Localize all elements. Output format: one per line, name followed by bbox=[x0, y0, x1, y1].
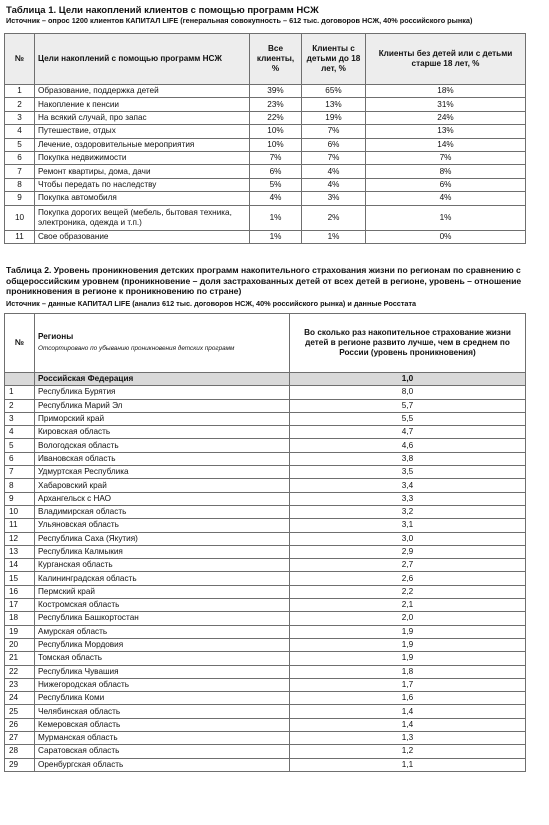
goal-all: 5% bbox=[250, 178, 302, 191]
goal-text: Покупка дорогих вещей (мебель, бытовая техника, электроника, одежда и т.п.) bbox=[35, 205, 250, 230]
goal-with-kids: 4% bbox=[302, 165, 366, 178]
table-row bbox=[5, 559, 526, 572]
table-row bbox=[5, 519, 526, 532]
goal-with-kids: 7% bbox=[302, 125, 366, 138]
region-num: 4 bbox=[5, 426, 35, 439]
region-level: 5,7 bbox=[290, 399, 526, 412]
table-row bbox=[5, 718, 526, 731]
region-level: 2,1 bbox=[290, 599, 526, 612]
region-name: Республика Мордовия bbox=[35, 638, 290, 651]
region-num: 29 bbox=[5, 758, 35, 771]
goal-num: 3 bbox=[5, 111, 35, 124]
table-row bbox=[5, 678, 526, 691]
goal-without-kids: 6% bbox=[366, 178, 526, 191]
region-num: 2 bbox=[5, 399, 35, 412]
goal-all: 10% bbox=[250, 125, 302, 138]
table-row bbox=[5, 705, 526, 718]
region-name: Курганская область bbox=[35, 559, 290, 572]
table-row bbox=[5, 111, 526, 124]
table-row bbox=[5, 758, 526, 771]
russia-level: 1,0 bbox=[290, 373, 526, 386]
russia-row bbox=[5, 373, 526, 386]
region-num: 24 bbox=[5, 692, 35, 705]
region-num: 20 bbox=[5, 638, 35, 651]
goal-all: 4% bbox=[250, 192, 302, 205]
goal-without-kids: 7% bbox=[366, 151, 526, 164]
table-row bbox=[5, 192, 526, 205]
region-num: 11 bbox=[5, 519, 35, 532]
table2-header-level: Во сколько раз накопительное страхование жизни детей в регионе развито лучше, чем в среднем по России (уровень проникновения) bbox=[290, 314, 526, 373]
table-row bbox=[5, 479, 526, 492]
table-row bbox=[5, 426, 526, 439]
goal-all: 1% bbox=[250, 205, 302, 230]
region-level: 2,0 bbox=[290, 612, 526, 625]
region-num: 7 bbox=[5, 466, 35, 479]
region-level: 1,9 bbox=[290, 638, 526, 651]
goal-text: Покупка автомобиля bbox=[35, 192, 250, 205]
table-row bbox=[5, 125, 526, 138]
goal-text: Ремонт квартиры, дома, дачи bbox=[35, 165, 250, 178]
region-num: 3 bbox=[5, 412, 35, 425]
goal-all: 10% bbox=[250, 138, 302, 151]
goal-text: Чтобы передать по наследству bbox=[35, 178, 250, 191]
goal-text: Образование, поддержка детей bbox=[35, 85, 250, 98]
table-row bbox=[5, 230, 526, 243]
region-level: 1,4 bbox=[290, 718, 526, 731]
region-name: Оренбургская область bbox=[35, 758, 290, 771]
region-name: Удмуртская Республика bbox=[35, 466, 290, 479]
region-num: 25 bbox=[5, 705, 35, 718]
region-level: 1,9 bbox=[290, 625, 526, 638]
region-level: 2,2 bbox=[290, 585, 526, 598]
region-num: 8 bbox=[5, 479, 35, 492]
region-num: 10 bbox=[5, 505, 35, 518]
table1-header-row bbox=[5, 34, 526, 85]
region-name: Амурская область bbox=[35, 625, 290, 638]
region-level: 3,8 bbox=[290, 452, 526, 465]
region-level: 5,5 bbox=[290, 412, 526, 425]
table-row bbox=[5, 85, 526, 98]
table-row bbox=[5, 178, 526, 191]
table-row bbox=[5, 386, 526, 399]
goal-all: 22% bbox=[250, 111, 302, 124]
region-name: Челябинская область bbox=[35, 705, 290, 718]
region-level: 4,7 bbox=[290, 426, 526, 439]
region-num: 26 bbox=[5, 718, 35, 731]
region-name: Приморский край bbox=[35, 412, 290, 425]
region-num: 15 bbox=[5, 572, 35, 585]
region-name: Республика Башкортостан bbox=[35, 612, 290, 625]
region-level: 1,3 bbox=[290, 732, 526, 745]
region-level: 1,9 bbox=[290, 652, 526, 665]
table2-source: Источник – данные КАПИТАЛ LIFE (анализ 612 тыс. договоров НСЖ, 40% российского рынка) и данные Росстата bbox=[6, 298, 417, 308]
region-num: 27 bbox=[5, 732, 35, 745]
goal-without-kids: 24% bbox=[366, 111, 526, 124]
goal-all: 1% bbox=[250, 230, 302, 243]
table-row bbox=[5, 399, 526, 412]
table-row bbox=[5, 612, 526, 625]
region-level: 3,5 bbox=[290, 466, 526, 479]
goal-num: 6 bbox=[5, 151, 35, 164]
table1-header-all: Все клиенты, % bbox=[250, 34, 302, 85]
goal-with-kids: 3% bbox=[302, 192, 366, 205]
table2-header-region bbox=[35, 314, 290, 373]
table-row bbox=[5, 545, 526, 558]
region-level: 3,2 bbox=[290, 505, 526, 518]
table1-title: Таблица 1. Цели накоплений клиентов с помощью программ НСЖ bbox=[6, 5, 319, 16]
goals-table bbox=[4, 33, 526, 244]
table-row bbox=[5, 638, 526, 651]
region-num: 28 bbox=[5, 745, 35, 758]
table1-header-with-kids: Клиенты с детьми до 18 лет, % bbox=[302, 34, 366, 85]
table-row bbox=[5, 98, 526, 111]
goal-with-kids: 13% bbox=[302, 98, 366, 111]
region-num: 13 bbox=[5, 545, 35, 558]
goal-all: 6% bbox=[250, 165, 302, 178]
goal-text: На всякий случай, про запас bbox=[35, 111, 250, 124]
region-level: 2,6 bbox=[290, 572, 526, 585]
table-row bbox=[5, 652, 526, 665]
goal-num: 11 bbox=[5, 230, 35, 243]
region-level: 3,3 bbox=[290, 492, 526, 505]
table-row bbox=[5, 692, 526, 705]
region-level: 3,4 bbox=[290, 479, 526, 492]
region-num: 1 bbox=[5, 386, 35, 399]
table-row bbox=[5, 625, 526, 638]
table1-source: Источник – опрос 1200 клиентов КАПИТАЛ LIFE (генеральная совокупность – 612 тыс. договоров НСЖ, 40% российского рынка) bbox=[6, 16, 473, 25]
table-row bbox=[5, 492, 526, 505]
goal-num: 8 bbox=[5, 178, 35, 191]
region-name: Вологодская область bbox=[35, 439, 290, 452]
goal-without-kids: 4% bbox=[366, 192, 526, 205]
table-row bbox=[5, 151, 526, 164]
table2-caption bbox=[6, 265, 543, 309]
region-name: Ивановская область bbox=[35, 452, 290, 465]
region-level: 2,7 bbox=[290, 559, 526, 572]
region-level: 3,1 bbox=[290, 519, 526, 532]
region-num: 17 bbox=[5, 599, 35, 612]
document-page bbox=[6, 5, 543, 26]
region-name: Республика Бурятия bbox=[35, 386, 290, 399]
region-level: 2,9 bbox=[290, 545, 526, 558]
table2-title: Таблица 2. Уровень проникновения детских программ накопительного страхования жизни по регионам по сравнению с общероссийским уровнем (проникновение – доля застрахованных детей от всех детей в регионе, уровень – отношение проникновения в регионе к проникновению по стране) bbox=[6, 265, 522, 297]
table1-header-goal: Цели накоплений с помощью программ НСЖ bbox=[35, 34, 250, 85]
region-num: 18 bbox=[5, 612, 35, 625]
table-row bbox=[5, 439, 526, 452]
table-row bbox=[5, 165, 526, 178]
table-row bbox=[5, 585, 526, 598]
goal-num: 10 bbox=[5, 205, 35, 230]
region-level: 1,8 bbox=[290, 665, 526, 678]
table2-header-row bbox=[5, 314, 526, 373]
region-name: Саратовская область bbox=[35, 745, 290, 758]
region-name: Республика Саха (Якутия) bbox=[35, 532, 290, 545]
goal-num: 5 bbox=[5, 138, 35, 151]
goal-without-kids: 1% bbox=[366, 205, 526, 230]
goal-with-kids: 7% bbox=[302, 151, 366, 164]
goal-all: 7% bbox=[250, 151, 302, 164]
region-num: 16 bbox=[5, 585, 35, 598]
goal-with-kids: 1% bbox=[302, 230, 366, 243]
region-name: Хабаровский край bbox=[35, 479, 290, 492]
regions-table bbox=[4, 313, 526, 772]
goal-with-kids: 6% bbox=[302, 138, 366, 151]
table1-header-without-kids: Клиенты без детей или с детьми старше 18 лет, % bbox=[366, 34, 526, 85]
region-num: 22 bbox=[5, 665, 35, 678]
goal-with-kids: 65% bbox=[302, 85, 366, 98]
region-name: Пермский край bbox=[35, 585, 290, 598]
table-row bbox=[5, 532, 526, 545]
goal-text: Накопление к пенсии bbox=[35, 98, 250, 111]
table2-header-region-label: Регионы bbox=[38, 332, 74, 341]
region-name: Республика Марий Эл bbox=[35, 399, 290, 412]
region-name: Республика Калмыкия bbox=[35, 545, 290, 558]
region-level: 1,4 bbox=[290, 705, 526, 718]
region-num: 5 bbox=[5, 439, 35, 452]
goal-num: 9 bbox=[5, 192, 35, 205]
table-row bbox=[5, 572, 526, 585]
region-num: 6 bbox=[5, 452, 35, 465]
table2-header-region-note: Отсортировано по убыванию проникновения детских программ bbox=[38, 345, 235, 352]
table-row bbox=[5, 745, 526, 758]
region-name: Калининградская область bbox=[35, 572, 290, 585]
region-name: Костромская область bbox=[35, 599, 290, 612]
region-level: 3,0 bbox=[290, 532, 526, 545]
table-row bbox=[5, 665, 526, 678]
region-level: 1,1 bbox=[290, 758, 526, 771]
region-name: Кемеровская область bbox=[35, 718, 290, 731]
goal-with-kids: 19% bbox=[302, 111, 366, 124]
table-row bbox=[5, 505, 526, 518]
region-num: 14 bbox=[5, 559, 35, 572]
russia-num bbox=[5, 373, 35, 386]
region-name: Ульяновская область bbox=[35, 519, 290, 532]
table-row bbox=[5, 466, 526, 479]
region-num: 23 bbox=[5, 678, 35, 691]
goal-without-kids: 14% bbox=[366, 138, 526, 151]
russia-region: Российская Федерация bbox=[35, 373, 290, 386]
goal-num: 7 bbox=[5, 165, 35, 178]
goal-text: Свое образование bbox=[35, 230, 250, 243]
goal-without-kids: 13% bbox=[366, 125, 526, 138]
goal-text: Покупка недвижимости bbox=[35, 151, 250, 164]
goal-without-kids: 18% bbox=[366, 85, 526, 98]
goal-text: Путешествие, отдых bbox=[35, 125, 250, 138]
table1-header-num: № bbox=[5, 34, 35, 85]
goal-with-kids: 4% bbox=[302, 178, 366, 191]
region-level: 8,0 bbox=[290, 386, 526, 399]
goal-with-kids: 2% bbox=[302, 205, 366, 230]
table-row bbox=[5, 205, 526, 230]
region-name: Архангельск с НАО bbox=[35, 492, 290, 505]
region-name: Нижегородская область bbox=[35, 678, 290, 691]
region-num: 9 bbox=[5, 492, 35, 505]
goal-all: 23% bbox=[250, 98, 302, 111]
region-num: 21 bbox=[5, 652, 35, 665]
region-name: Республика Коми bbox=[35, 692, 290, 705]
region-level: 1,2 bbox=[290, 745, 526, 758]
region-num: 19 bbox=[5, 625, 35, 638]
region-level: 4,6 bbox=[290, 439, 526, 452]
goal-text: Лечение, оздоровительные мероприятия bbox=[35, 138, 250, 151]
table-row bbox=[5, 138, 526, 151]
goal-without-kids: 8% bbox=[366, 165, 526, 178]
table2-header-num: № bbox=[5, 314, 35, 373]
goal-num: 1 bbox=[5, 85, 35, 98]
goal-all: 39% bbox=[250, 85, 302, 98]
region-name: Мурманская область bbox=[35, 732, 290, 745]
region-name: Кировская область bbox=[35, 426, 290, 439]
region-num: 12 bbox=[5, 532, 35, 545]
goal-num: 4 bbox=[5, 125, 35, 138]
goal-num: 2 bbox=[5, 98, 35, 111]
region-name: Республика Чувашия bbox=[35, 665, 290, 678]
table-row bbox=[5, 412, 526, 425]
table-row bbox=[5, 452, 526, 465]
table-row bbox=[5, 732, 526, 745]
region-level: 1,7 bbox=[290, 678, 526, 691]
goal-without-kids: 0% bbox=[366, 230, 526, 243]
goal-without-kids: 31% bbox=[366, 98, 526, 111]
region-level: 1,6 bbox=[290, 692, 526, 705]
region-name: Томская область bbox=[35, 652, 290, 665]
table-row bbox=[5, 599, 526, 612]
region-name: Владимирская область bbox=[35, 505, 290, 518]
